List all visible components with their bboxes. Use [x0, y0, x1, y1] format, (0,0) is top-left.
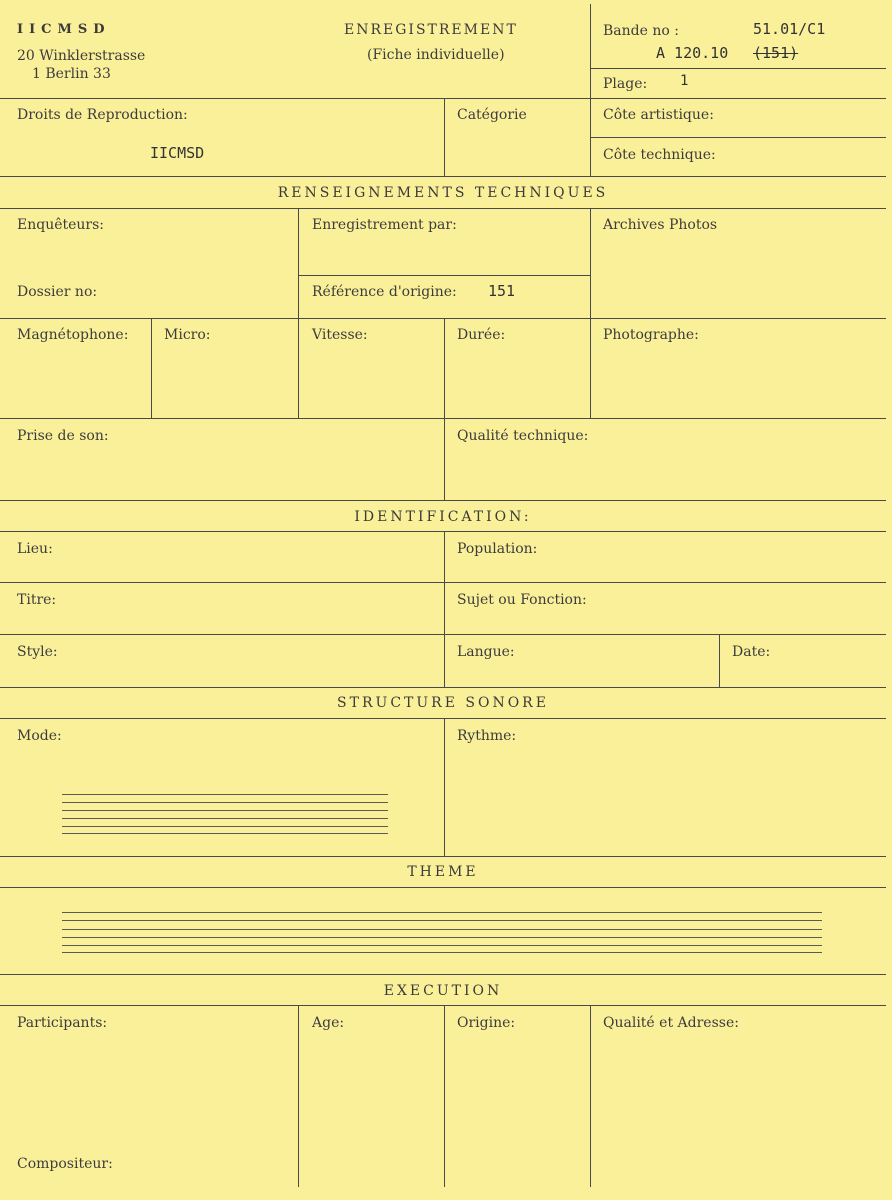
bande-struck-value: (151): [753, 44, 799, 62]
divider: [444, 531, 445, 687]
section-title-structure: STRUCTURE SONORE: [337, 695, 549, 711]
address-line-1: 20 Winklerstrasse: [17, 48, 146, 64]
lieu-label: Lieu:: [17, 541, 53, 557]
divider: [0, 687, 886, 688]
divider: [444, 98, 445, 176]
date-label: Date:: [732, 644, 771, 660]
divider: [590, 1005, 591, 1187]
staff-line: [62, 920, 822, 921]
reference-value: 151: [488, 282, 516, 300]
staff-line: [62, 802, 388, 803]
origine-label: Origine:: [457, 1015, 516, 1031]
staff-line: [62, 833, 388, 834]
divider: [0, 176, 886, 177]
divider: [444, 1005, 445, 1187]
section-title-technical: RENSEIGNEMENTS TECHNIQUES: [277, 185, 609, 201]
divider: [0, 500, 886, 501]
divider: [0, 856, 886, 857]
divider: [298, 208, 299, 318]
divider: [0, 1005, 886, 1006]
divider: [590, 68, 886, 69]
divider: [298, 318, 299, 418]
divider: [0, 582, 886, 583]
langue-label: Langue:: [457, 644, 515, 660]
enqueteurs-label: Enquêteurs:: [17, 217, 105, 233]
qualite-technique-label: Qualité technique:: [457, 428, 589, 444]
divider: [298, 275, 590, 276]
droits-value: IICMSD: [150, 144, 205, 162]
divider: [590, 208, 591, 318]
staff-line: [62, 818, 388, 819]
divider: [719, 634, 720, 687]
compositeur-label: Compositeur:: [17, 1156, 113, 1172]
staff-line: [62, 912, 822, 913]
section-title-theme: THEME: [407, 864, 479, 880]
bande-value-2: A 120.10: [656, 44, 729, 62]
divider: [0, 318, 886, 319]
age-label: Age:: [312, 1015, 345, 1031]
staff-line: [62, 810, 388, 811]
magnetophone-label: Magnétophone:: [17, 327, 129, 343]
divider: [0, 208, 886, 209]
divider: [0, 718, 886, 719]
titre-label: Titre:: [17, 592, 57, 608]
mode-label: Mode:: [17, 728, 62, 744]
divider: [0, 634, 886, 635]
form-subtitle: (Fiche individuelle): [367, 47, 505, 63]
divider: [590, 137, 886, 138]
prise-de-son-label: Prise de son:: [17, 428, 109, 444]
qualite-adresse-label: Qualité et Adresse:: [603, 1015, 739, 1031]
style-label: Style:: [17, 644, 58, 660]
section-title-identification: IDENTIFICATION:: [354, 509, 532, 525]
bande-value: 51.01/C1: [753, 20, 826, 38]
archives-photos-label: Archives Photos: [603, 217, 718, 233]
divider: [0, 974, 886, 975]
divider: [444, 718, 445, 856]
bande-label: Bande no :: [603, 23, 679, 39]
participants-label: Participants:: [17, 1015, 108, 1031]
droits-label: Droits de Reproduction:: [17, 107, 188, 123]
staff-line: [62, 945, 822, 946]
duree-label: Durée:: [457, 327, 506, 343]
categorie-label: Catégorie: [457, 107, 527, 123]
plage-label: Plage:: [603, 76, 648, 92]
org-name: IICMSD: [17, 22, 111, 37]
divider: [298, 1005, 299, 1187]
staff-line: [62, 794, 388, 795]
divider: [590, 318, 591, 418]
sujet-label: Sujet ou Fonction:: [457, 592, 587, 608]
cote-technique-label: Côte technique:: [603, 147, 716, 163]
divider: [590, 4, 591, 98]
staff-line: [62, 952, 822, 953]
staff-line: [62, 826, 388, 827]
vitesse-label: Vitesse:: [312, 327, 368, 343]
population-label: Population:: [457, 541, 538, 557]
form-title: ENREGISTREMENT: [344, 22, 518, 38]
divider: [0, 887, 886, 888]
address-line-2: 1 Berlin 33: [32, 66, 111, 82]
photographe-label: Photographe:: [603, 327, 699, 343]
reference-label: Référence d'origine:: [312, 284, 457, 300]
divider: [0, 418, 886, 419]
divider: [444, 418, 445, 500]
micro-label: Micro:: [164, 327, 211, 343]
plage-value: 1: [680, 73, 689, 89]
rythme-label: Rythme:: [457, 728, 517, 744]
divider: [151, 318, 152, 418]
cote-artistique-label: Côte artistique:: [603, 107, 714, 123]
enregistrement-par-label: Enregistrement par:: [312, 217, 457, 233]
section-title-execution: EXECUTION: [383, 983, 503, 999]
divider: [0, 531, 886, 532]
staff-line: [62, 929, 822, 930]
divider: [0, 98, 886, 99]
divider: [444, 318, 445, 418]
staff-line: [62, 937, 822, 938]
dossier-label: Dossier no:: [17, 284, 98, 300]
